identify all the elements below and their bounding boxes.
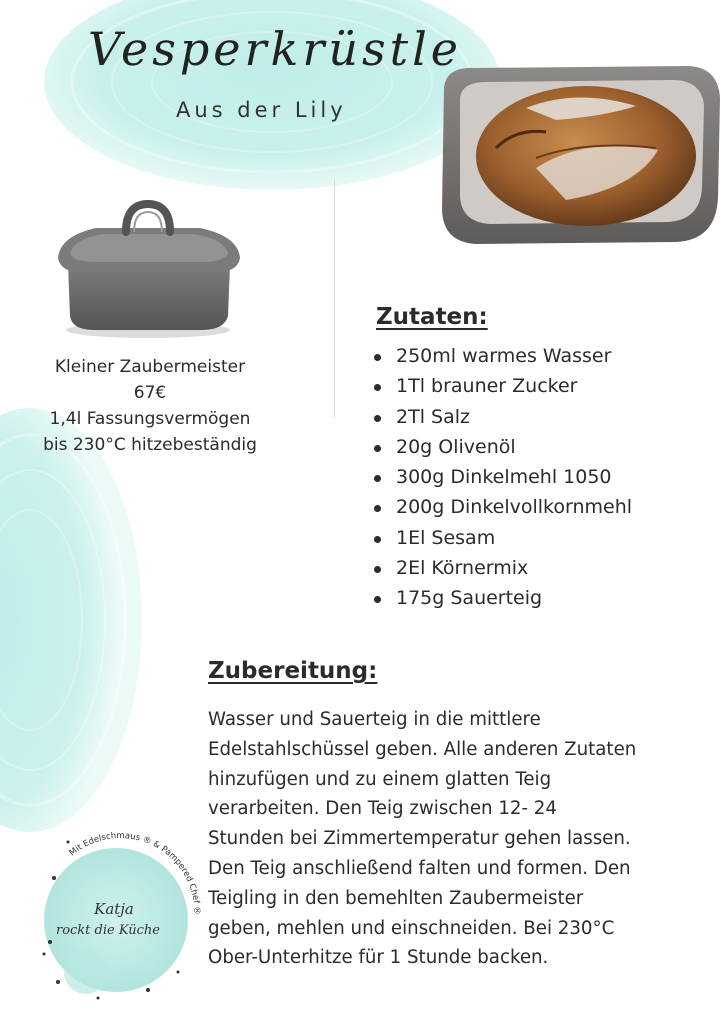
product-info <box>14 354 286 458</box>
list-item: 1El Sesam <box>372 523 632 553</box>
list-item: 250ml warmes Wasser <box>372 341 632 371</box>
preparation-line: Stunden bei Zimmertemperatur gehen lassen. <box>208 828 631 850</box>
preparation-line: Wasser und Sauerteig in die mittlere <box>208 709 541 730</box>
product-capacity: 1,4l Fassungsvermögen <box>49 409 251 429</box>
list-item: 300g Dinkelmehl 1050 <box>372 462 632 492</box>
preparation-line: geben, mehlen und einschneiden. Bei 230°C <box>208 917 615 939</box>
mint-circle-left <box>0 408 142 832</box>
product-price: 67€ <box>133 383 167 403</box>
list-item: 2El Körnermix <box>372 553 632 583</box>
page-subtitle: Aus der Lily <box>176 98 347 122</box>
preparation-line: Edelstahlschüssel geben. Alle anderen Zutaten <box>208 738 637 760</box>
preparation-heading: Zubereitung: <box>208 658 378 684</box>
product-heat-resistance: bis 230°C hitzebeständig <box>43 435 257 455</box>
page-title: Vesperkrüstle <box>88 22 462 76</box>
list-item: 2Tl Salz <box>372 402 632 432</box>
zaubermeister-pot-photo <box>52 198 244 340</box>
preparation-line: verarbeiten. Den Teig zwischen 12- 24 <box>208 798 557 820</box>
bread-photo <box>436 58 724 248</box>
list-item: 20g Olivenöl <box>372 432 632 462</box>
ingredients-list <box>372 341 632 614</box>
preparation-line: Ober-Unterhitze für 1 Stunde backen. <box>208 947 549 969</box>
product-name: Kleiner Zaubermeister <box>54 357 246 377</box>
ingredients-heading: Zutaten: <box>376 304 488 330</box>
list-item: 1Tl brauner Zucker <box>372 371 632 401</box>
preparation-text <box>208 705 636 973</box>
brand-logo <box>28 822 212 1006</box>
vertical-divider <box>334 180 335 418</box>
logo-tagline: rockt die Küche <box>55 923 161 938</box>
logo-name: Katja <box>94 900 134 918</box>
preparation-line: Den Teig anschließend falten und formen. Den <box>208 857 631 879</box>
preparation-line: hinzufügen und zu einem glatten Teig <box>208 768 552 790</box>
list-item: 200g Dinkelvollkornmehl <box>372 492 632 522</box>
preparation-line: Teigling in den bemehlten Zaubermeister <box>208 887 584 909</box>
logo-arc-text: Mit Edelschmaus ® & Pampered Chef ® <box>67 831 202 915</box>
list-item: 175g Sauerteig <box>372 583 632 613</box>
